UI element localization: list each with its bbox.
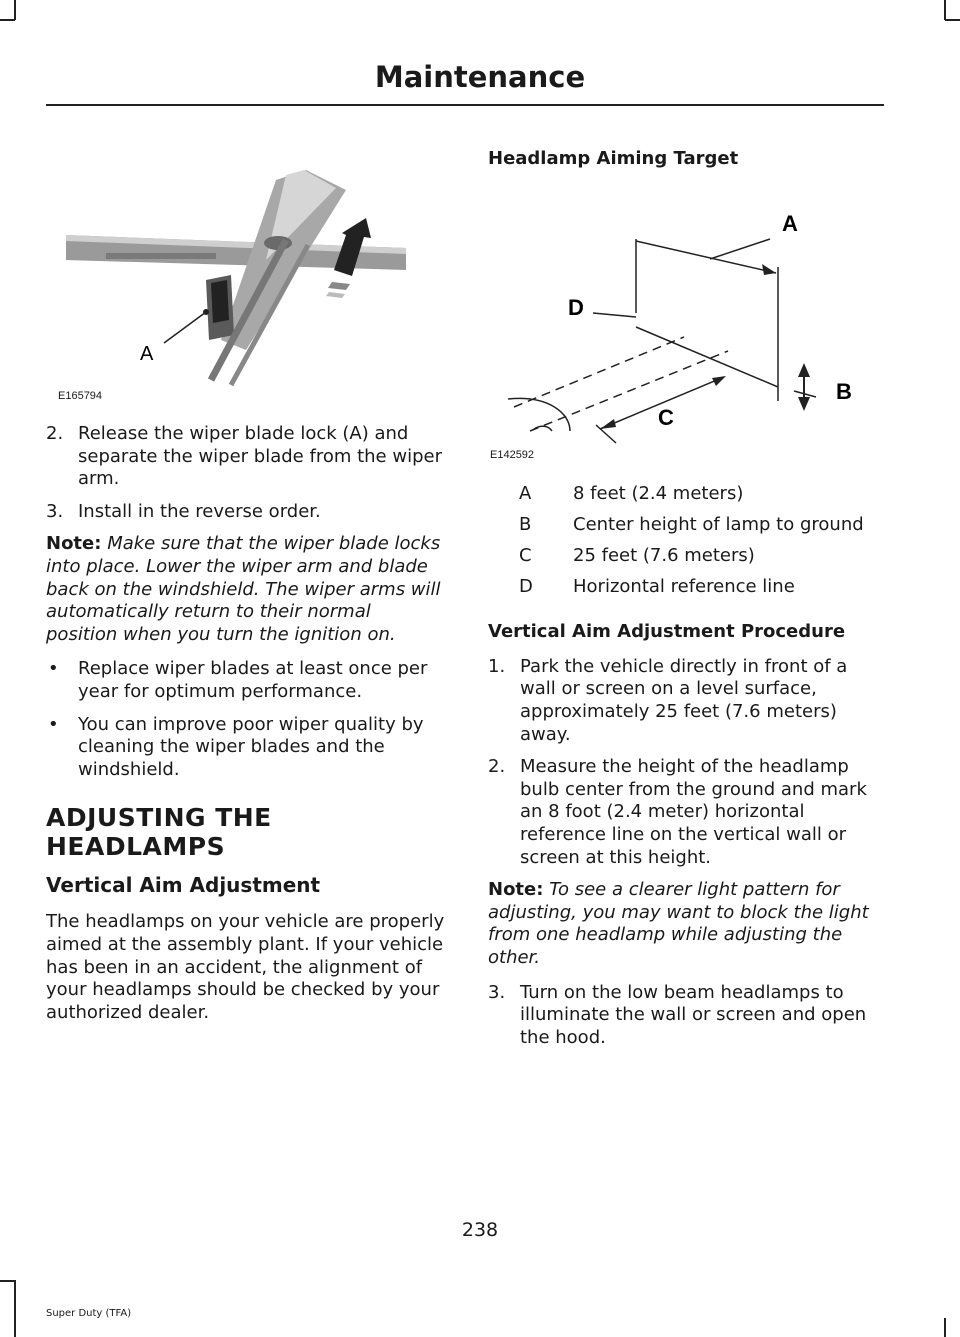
bullet-mark: • xyxy=(48,713,59,735)
step-number: 3. xyxy=(46,500,64,522)
headlamp-aiming-diagram xyxy=(488,187,886,463)
left-column xyxy=(46,140,446,1024)
subheading: Vertical Aim Adjustment xyxy=(46,873,321,898)
right-column xyxy=(488,140,886,1059)
step-text: Park the vehicle directly in front of a wall or screen on a level surface, approximately 25 feet (7.6 meters) away. xyxy=(520,655,848,745)
figure-code: E142592 xyxy=(490,449,535,461)
wiper-blade-figure xyxy=(46,140,446,405)
step-item xyxy=(488,656,886,746)
callout-label-a: A xyxy=(140,343,154,365)
page-number: 238 xyxy=(461,1219,499,1241)
bullet-mark: • xyxy=(48,658,59,680)
section-heading: ADJUSTING THE HEADLAMPS xyxy=(46,803,272,862)
diagram-label-b: B xyxy=(836,379,852,404)
diagram-label-c: C xyxy=(658,405,674,430)
step-item xyxy=(488,756,886,869)
crop-mark xyxy=(944,0,946,20)
legend-text: 8 feet (2.4 meters) xyxy=(573,483,744,504)
step-number: 3. xyxy=(488,981,506,1003)
diagram-label-d: D xyxy=(568,295,584,320)
crop-mark xyxy=(14,0,16,20)
bullet-text: You can improve poor wiper quality by cleaning the wiper blades and the windshield. xyxy=(78,713,424,780)
crop-mark xyxy=(944,1318,946,1337)
step-text: Measure the height of the headlamp bulb center from the ground and mark an 8 foot (2.4 meter) horizontal reference line on the vertical wall or screen at this height. xyxy=(520,756,867,868)
step-number: 1. xyxy=(488,655,506,677)
crop-mark xyxy=(14,1280,16,1337)
legend-text: Center height of lamp to ground xyxy=(573,514,864,536)
step-number: 2. xyxy=(488,756,506,778)
procedure-heading: Vertical Aim Adjustment Procedure xyxy=(488,620,846,642)
legend-key: D xyxy=(519,576,533,598)
legend-row xyxy=(488,545,886,568)
legend-key: C xyxy=(519,545,532,567)
legend-text: 25 feet (7.6 meters) xyxy=(573,545,755,567)
paragraph: The headlamps on your vehicle are properly aimed at the assembly plant. If your vehicle has been in an accident, the alignment of your headlamps should be checked by your authorized dealer. xyxy=(46,911,445,1023)
step-text: Release the wiper blade lock (A) and separate the wiper blade from the wiper arm. xyxy=(78,423,442,490)
footer-model: Super Duty (TFA) xyxy=(46,1308,132,1319)
step-item xyxy=(488,982,886,1050)
figure-code: E165794 xyxy=(58,390,103,402)
figure-title: Headlamp Aiming Target xyxy=(488,148,739,169)
bullet-item xyxy=(46,658,446,703)
step-text: Install in the reverse order. xyxy=(78,500,321,522)
wiper-blade-illustration xyxy=(46,140,446,405)
diagram-label-a: A xyxy=(782,211,798,236)
step-text: Turn on the low beam headlamps to illuminate the wall or screen and open the hood. xyxy=(520,981,867,1048)
note xyxy=(46,533,446,646)
step-item xyxy=(46,501,446,524)
legend-text: Horizontal reference line xyxy=(573,576,795,598)
step-item xyxy=(46,423,446,491)
bullet-item xyxy=(46,714,446,782)
note-label: Note: xyxy=(488,879,544,901)
note-label: Note: xyxy=(46,533,102,555)
bullet-text: Replace wiper blades at least once per year for optimum performance. xyxy=(78,658,428,702)
headlamp-aiming-figure xyxy=(488,187,886,463)
note-text: To see a clearer light pattern for adjusting, you may want to block the light from one headlamp while adjusting the other. xyxy=(488,879,869,968)
page-header-title: Maintenance xyxy=(374,60,586,94)
legend-row xyxy=(488,483,886,506)
legend-row xyxy=(488,514,886,537)
legend-key: B xyxy=(519,514,532,536)
note-text: Make sure that the wiper blade locks into place. Lower the wiper arm and blade back on the windshield. The wiper arms will automatically return to their normal position when you turn the ignition on. xyxy=(46,533,441,645)
step-number: 2. xyxy=(46,423,64,444)
crop-mark xyxy=(0,19,15,21)
legend-row xyxy=(488,576,886,599)
crop-mark xyxy=(0,1280,15,1282)
crop-mark xyxy=(945,19,960,21)
legend-key: A xyxy=(519,483,532,504)
note xyxy=(488,879,886,969)
header-divider xyxy=(46,104,884,106)
